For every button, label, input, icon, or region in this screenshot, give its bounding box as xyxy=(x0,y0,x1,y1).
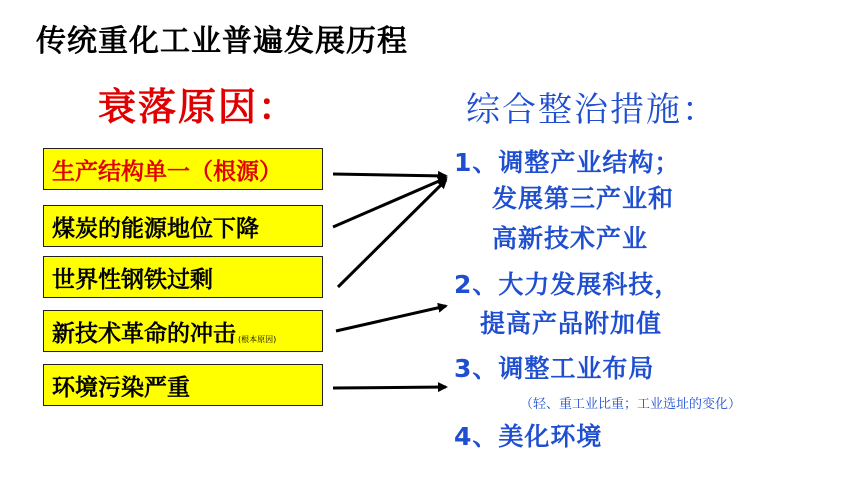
measure-3-note: （轻、重工业比重；工业选址的变化） xyxy=(520,397,742,412)
measure-2-line2: 提高产品附加值 xyxy=(480,309,663,338)
arrow-1 xyxy=(333,174,446,176)
reason-text: 煤炭的能源地位下降 xyxy=(52,215,259,242)
measure-3-line1: 3、调整工业布局 xyxy=(454,354,655,383)
arrow-4 xyxy=(336,306,446,331)
reason-text: 环境污染严重 xyxy=(52,374,190,401)
measure-2-line1: 2、大力发展科技， xyxy=(454,270,681,299)
measure-4-line1: 4、美化环境 xyxy=(454,422,603,451)
page-title: 传统重化工业普遍发展历程 xyxy=(36,24,408,59)
arrow-5 xyxy=(333,387,446,388)
reasons-heading: 衰落原因： xyxy=(98,85,299,129)
measures-heading: 综合整治措施： xyxy=(466,90,718,130)
reason-text: 生产结构单一（根源） xyxy=(52,158,282,185)
measure-1-line1: 1、调整产业结构； xyxy=(454,148,681,177)
reason-note: (根本原因) xyxy=(238,335,277,344)
measure-1-line2: 发展第三产业和 xyxy=(492,184,675,213)
reason-text: 世界性钢铁过剩 xyxy=(52,266,213,293)
arrow-2 xyxy=(333,178,446,227)
reason-text: 新技术革命的冲击 xyxy=(52,320,236,347)
measure-1-line3: 高新技术产业 xyxy=(492,224,649,253)
arrow-3 xyxy=(338,180,446,287)
